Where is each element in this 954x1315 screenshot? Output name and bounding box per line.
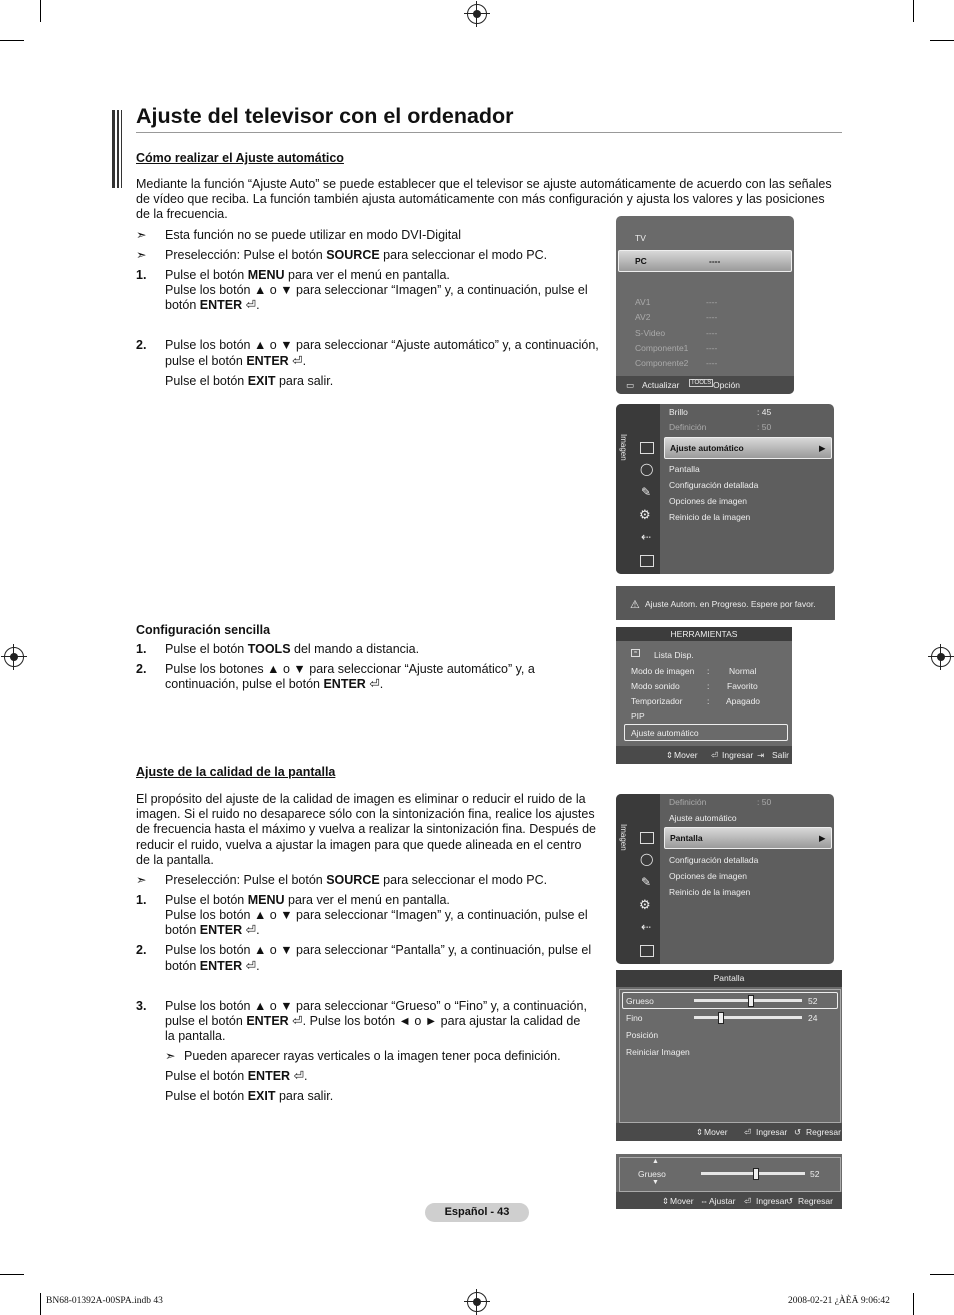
grueso-slider-osd: ▲ Grueso ▼ 52 ⇕ Mover ⇔ Ajustar ⏎ Ingresar ↺ Regresar (616, 1154, 842, 1209)
picture-icon (640, 442, 654, 454)
grueso-knob (748, 995, 754, 1007)
pantalla-osd: Pantalla Grueso 52 Fino 24 Posición Reiniciar Imagen ⇕ Mover ⏎ Ingresar ↺ Regresar (616, 970, 842, 1141)
note-arrow-icon: ➣ (165, 1049, 176, 1063)
return-icon: ↺ (794, 1127, 802, 1137)
red-button-icon: ▭ (626, 380, 635, 390)
crop-mark (0, 40, 24, 41)
sound-icon: ◯ (640, 852, 654, 866)
arrow-right-icon: ▶ (819, 833, 826, 843)
tools-osd: HERRAMIENTAS ≈ Lista Disp. Modo de imagen : Normal Modo sonido : Favorito Temporizador : Apagado PIP Ajuste automático ⇕ Mover ⏎ Ingresar ⇥ Salir (616, 627, 792, 764)
source-pc-selected: PC ---- (618, 250, 792, 272)
print-slug-right: 2008-02-21 ¿ÀÈÄ 9:06:42 (788, 1296, 890, 1306)
return-icon: ↺ (786, 1196, 794, 1206)
title-rule (136, 132, 842, 133)
channel-icon: ✎ (641, 875, 652, 889)
registration-mark-icon (931, 647, 951, 667)
note-arrow-icon: ➣ (136, 873, 147, 887)
fino-track (694, 1016, 802, 1019)
enter-icon: ⏎ (711, 750, 719, 760)
menu-icon-column: Imagen ◯ ✎ ⚙ ⇠ (616, 794, 660, 964)
section3-intro: El propósito del ajuste de la calidad de imagen es eliminar o reducir el ruido de la imagen. Si el ruido no desaparece sólo con la sintonización fina, realice los ajustes de frecuencia hasta el máximo y vuelva a realizar la sintonización fina. Después de reducir el ruido, vuelva a ajustar la imagen para que quede alineada en el centro de la pantalla. (136, 792, 596, 867)
section1-intro: Mediante la función “Ajuste Auto” se puede establecer que el televisor se ajuste automáticamente de acuerdo con las señales de vídeo que reciba. La función también ajusta automáticamente con más configuración y ajusta los valores y las posiciones de la frecuencia. (136, 177, 832, 222)
slider-knob (753, 1168, 759, 1180)
registration-mark-icon (4, 647, 24, 667)
enter-icon: ⏎ (292, 354, 303, 368)
print-slug-left: BN68-01392A-00SPA.indb 43 (46, 1296, 163, 1306)
crop-mark (913, 1293, 914, 1315)
sound-icon: ◯ (640, 462, 654, 476)
note-arrow-icon: ➣ (136, 248, 147, 262)
content-icon: ≈ (631, 649, 640, 657)
enter-icon: ⏎ (293, 1069, 305, 1083)
source-footer: ▭ Actualizar TOOLS Opción (616, 376, 794, 394)
input-icon: ⇠ (641, 530, 652, 544)
adjust-icon: ⇔ (700, 1196, 709, 1206)
application-icon (640, 945, 654, 957)
arrow-down-icon: ▼ (652, 1179, 659, 1186)
setup-icon: ⚙ (639, 897, 651, 912)
input-icon: ⇠ (641, 920, 652, 934)
enter-icon: ⏎ (292, 1014, 303, 1028)
page-number: Español - 43 (425, 1203, 529, 1222)
crop-mark (930, 1274, 954, 1275)
picture-menu-pantalla-osd: Imagen ◯ ✎ ⚙ ⇠ Definición : 50 Ajuste automático Pantalla ▶ Configuración detallada Opciones de imagen Reinicio de la imagen (616, 794, 834, 964)
move-icon: ⇕ (696, 1127, 704, 1137)
fino-knob (718, 1012, 724, 1024)
menu-item-ajuste-automatico: Ajuste automático ▶ (664, 437, 832, 459)
page-title: Ajuste del televisor con el ordenador (136, 104, 514, 128)
enter-icon: ⏎ (744, 1127, 752, 1137)
crop-mark (913, 0, 914, 22)
channel-icon: ✎ (641, 485, 652, 499)
picture-menu-osd: Imagen ◯ ✎ ⚙ ⇠ Brillo : 45 Definición : 50 Ajuste automático ▶ Pantalla Configuración detallada Opciones de imagen Reinicio de la imagen (616, 404, 834, 574)
picture-icon (640, 832, 654, 844)
section-heading-screen-quality: Ajuste de la calidad de la pantalla (136, 765, 336, 779)
enter-icon: ⏎ (744, 1196, 752, 1206)
tools-selected-item: Ajuste automático (624, 724, 788, 741)
enter-icon: ⏎ (245, 923, 257, 937)
registration-mark-icon (467, 1292, 487, 1312)
exit-icon: ⇥ (757, 750, 765, 760)
auto-adjust-warning: ⚠ Ajuste Autom. en Progreso. Espere por favor. (616, 586, 835, 620)
crop-mark (0, 1274, 24, 1275)
arrow-up-icon: ▲ (652, 1158, 659, 1165)
crop-mark (40, 1293, 41, 1315)
setup-icon: ⚙ (639, 507, 651, 522)
section-heading-auto-adjust: Cómo realizar el Ajuste automático (136, 151, 344, 165)
warning-icon: ⚠ (630, 599, 640, 611)
application-icon (640, 555, 654, 567)
note-arrow-icon: ➣ (136, 228, 147, 242)
crop-mark (930, 40, 954, 41)
menu-icon-column: Imagen ◯ ✎ ⚙ ⇠ (616, 404, 660, 574)
enter-icon: ⏎ (369, 677, 380, 691)
enter-icon: ⏎ (245, 959, 257, 973)
section-heading-simple-config: Configuración sencilla (136, 623, 271, 637)
move-icon: ⇕ (666, 750, 674, 760)
move-icon: ⇕ (662, 1196, 670, 1206)
source-list-osd: TV PC ---- AV1 ---- AV2 ---- S-Video ---- Componente1 ---- Componente2 ---- ▭ Actualizar TOOLS Opción (616, 216, 794, 394)
enter-icon: ⏎ (245, 298, 257, 312)
registration-mark-icon (467, 4, 487, 24)
crop-mark (40, 0, 41, 22)
menu-item-pantalla: Pantalla ▶ (664, 827, 832, 849)
arrow-right-icon: ▶ (819, 443, 826, 453)
